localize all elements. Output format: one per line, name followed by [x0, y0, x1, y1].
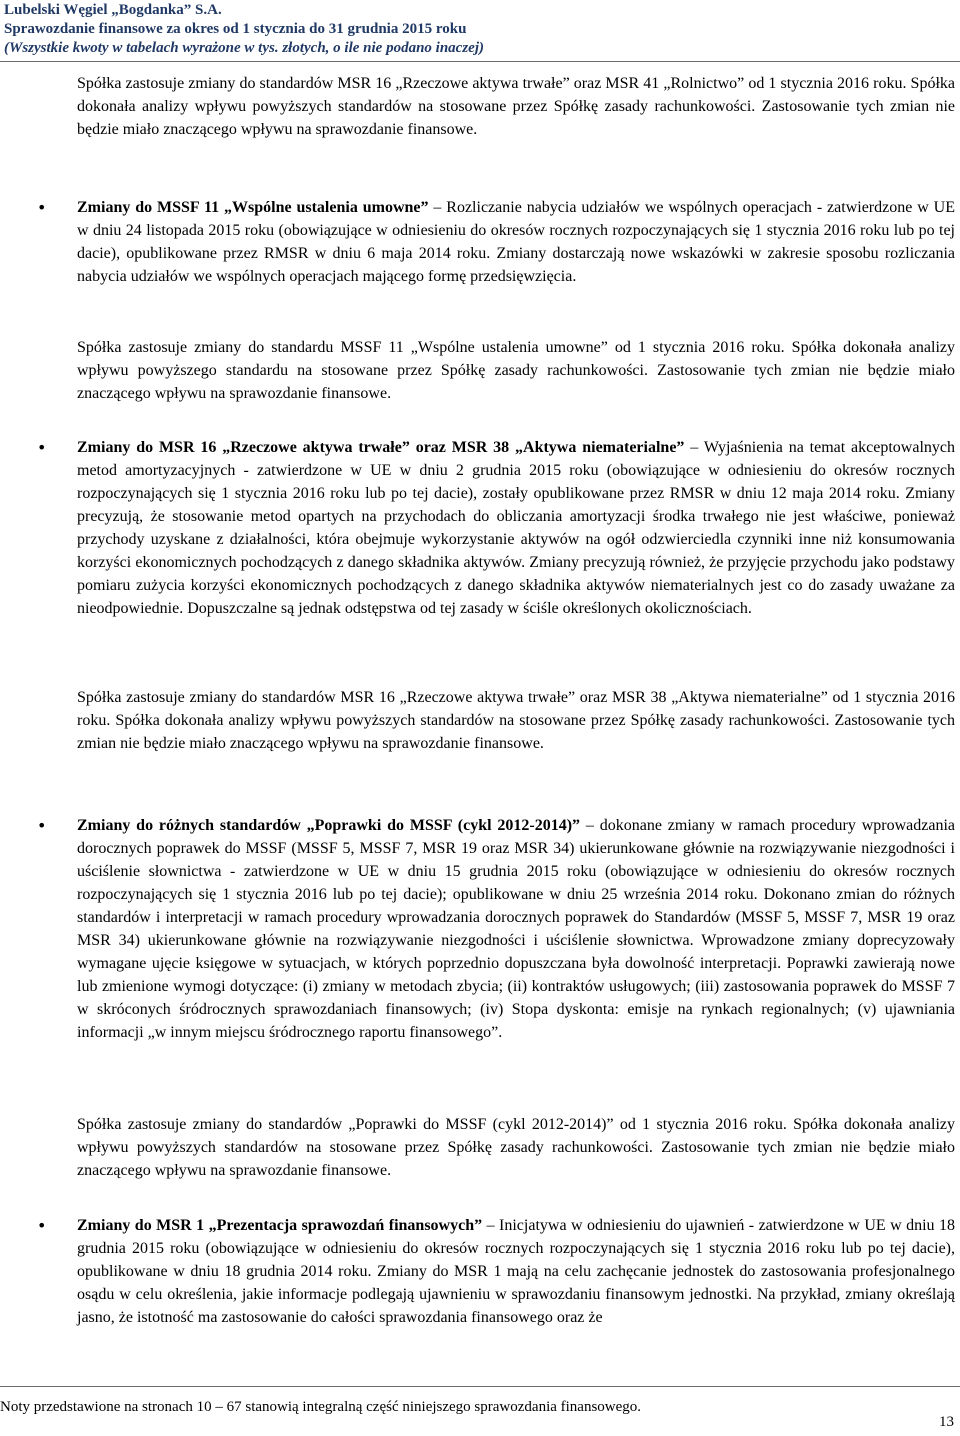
- bullet-icon: •: [37, 198, 47, 217]
- paragraph: Spółka zastosuje zmiany do standardów MSR 16 „Rzeczowe aktywa trwałe” oraz MSR 41 „Rolnictwo” od 1 stycznia 2016 roku. Spółka dokonała analizy wpływu powyższych standardów na stosowane przez Spółkę zasady rachunkowości. Zastosowanie tych zmian nie będzie miało znaczącego wpływu na sprawozdanie finansowe.: [77, 75, 955, 138]
- bullet-title: Zmiany do MSSF 11 „Wspólne ustalenia umowne”: [77, 199, 429, 216]
- bullet-body: – dokonane zmiany w ramach procedury wprowadzania dorocznych poprawek do MSSF (MSSF 5, MSSF 7, MSR 19 oraz MSR 34) ukierunkowane głównie na rozwiązywanie niezgodności i uściślenie słownictwa - zatwierdzone w UE w dniu 15 grudnia 2015 roku (obowiązujące w odniesieniu do okresów rocznych rozpoczynających się 1 stycznia 2016 lub po tej dacie); opublikowane w dniu 25 września 2014 roku. Dokonano zmian do różnych standardów i interpretacji w ramach procedury wprowadzania dorocznych poprawek do Standardów (MSSF 5, MSSF 7, MSR 19 oraz MSR 34) ukierunkowane głównie na rozwiązywanie niezgodności i uściślenie słownictwa. Wprowadzone zmiany doprecyzowały wymagane ujęcie księgowe w sytuacjach, w których poprzednio dopuszczana była dowolność interpretacji. Poprawki zawierają nowe lub zmienione wymogi dotyczące: (i) zmiany w metodach zbycia; (ii) kontraktów usługowych; (iii) zastosowania poprawek do MSSF 7 w skróconych śródrocznych sprawozdaniach finansowych; (iv) Stopa dyskonta: emisje na rynkach regionalnych; (v) ujawniania informacji „w innym miejscu śródrocznego raportu finansowego”.: [77, 817, 956, 1041]
- footer-rule: [0, 1386, 960, 1387]
- bullet-text: [77, 196, 955, 288]
- header-rule: [0, 61, 960, 62]
- page-number: 13: [939, 1414, 954, 1430]
- report-title: Sprawozdanie finansowe za okres od 1 stycznia do 31 grudnia 2015 roku: [4, 21, 467, 37]
- amounts-note: (Wszystkie kwoty w tabelach wyrażone w tys. złotych, o ile nie podano inaczej): [4, 40, 484, 56]
- bullet-text: [77, 1214, 955, 1329]
- paragraph: Spółka zastosuje zmiany do standardu MSSF 11 „Wspólne ustalenia umowne” od 1 stycznia 2016 roku. Spółka dokonała analizy wpływu powyższego standardu na stosowane przez Spółkę zasady rachunkowości. Zastosowanie tych zmian nie będzie miało znaczącego wpływu na sprawozdanie finansowe.: [77, 339, 955, 402]
- bullet-icon: •: [37, 1216, 47, 1235]
- bullet-icon: •: [37, 816, 47, 835]
- bullet-title: Zmiany do MSR 16 „Rzeczowe aktywa trwałe” oraz MSR 38 „Aktywa niematerialne”: [77, 439, 685, 456]
- bullet-body: – Wyjaśnienia na temat akceptowalnych metod amortyzacyjnych - zatwierdzone w UE w dniu 2 grudnia 2015 roku (obowiązujące w odniesieniu do okresów rocznych rozpoczynających się 1 stycznia 2016 roku lub po tej dacie), zostały opublikowane przez RMSR w dniu 12 maja 2014 roku. Zmiany precyzują, że stosowanie metod opartych na przychodach do obliczania amortyzacji środka trwałego nie jest właściwe, ponieważ przychody uzyskane z działalności, która obejmuje wykorzystanie aktywów na ogół odzwierciedla czynniki inne niż konsumowania korzyści ekonomicznych pochodzących z danego składnika aktywów. Zmiany precyzują również, że przyjęcie przychodu jako podstawy pomiaru zużycia korzyści ekonomicznych pochodzących z danego składnika aktywów niematerialnych jest co do zasady uważane za nieodpowiednie. Dopuszczalne są jednak odstępstwa od tej zasady w ściśle określonych okolicznościach.: [77, 439, 956, 617]
- bullet-text: [77, 814, 955, 1044]
- bullet-icon: •: [37, 438, 47, 457]
- footer-note: Noty przedstawione na stronach 10 – 67 stanowią integralną część niniejszego sprawozdania finansowego.: [0, 1399, 642, 1415]
- paragraph: Spółka zastosuje zmiany do standardów MSR 16 „Rzeczowe aktywa trwałe” oraz MSR 38 „Aktywa niematerialne” od 1 stycznia 2016 roku. Spółka dokonała analizy wpływu powyższych standardów na stosowane przez Spółkę zasady rachunkowości. Zastosowanie tych zmian nie będzie miało znaczącego wpływu na sprawozdanie finansowe.: [77, 689, 955, 752]
- bullet-text: [77, 436, 955, 620]
- bullet-title: Zmiany do MSR 1 „Prezentacja sprawozdań finansowych”: [77, 1217, 483, 1234]
- bullet-body: – Inicjatywa w odniesieniu do ujawnień - zatwierdzone w UE w dniu 18 grudnia 2015 roku (obowiązujące w odniesieniu do okresów rocznych rozpoczynających się 1 stycznia 2016 roku lub po tej dacie), opublikowane w dniu 18 grudnia 2014 roku. Zmiany do MSR 1 mają na celu zachęcanie jednostek do zastosowania profesjonalnego osądu w celu określenia, jakie informacje podlegają ujawnieniu w sprawozdaniu finansowym jednostki. Na przykład, zmiany określają jasno, że istotność ma zastosowanie do całości sprawozdania finansowego oraz że: [77, 1217, 956, 1326]
- bullet-title: Zmiany do różnych standardów „Poprawki do MSSF (cykl 2012-2014)”: [77, 817, 581, 834]
- bullet-body: – Rozliczanie nabycia udziałów we wspólnych operacjach - zatwierdzone w UE w dniu 24 listopada 2015 roku (obowiązujące w odniesieniu do okresów rocznych rozpoczynających się 1 stycznia 2016 roku lub po tej dacie), opublikowane przez RMSR w dniu 6 maja 2014 roku. Zmiany dostarczają nowe wskazówki w zakresie sposobu rozliczania nabycia udziałów we wspólnych operacjach mającego formę przedsięwzięcia.: [77, 199, 955, 285]
- paragraph: Spółka zastosuje zmiany do standardów „Poprawki do MSSF (cykl 2012-2014)” od 1 stycznia 2016 roku. Spółka dokonała analizy wpływu powyższych standardów na stosowane przez Spółkę zasady rachunkowości. Zastosowanie tych zmian nie będzie miało znaczącego wpływu na sprawozdanie finansowe.: [77, 1116, 955, 1179]
- company-name: Lubelski Węgiel „Bogdanka” S.A.: [4, 2, 222, 18]
